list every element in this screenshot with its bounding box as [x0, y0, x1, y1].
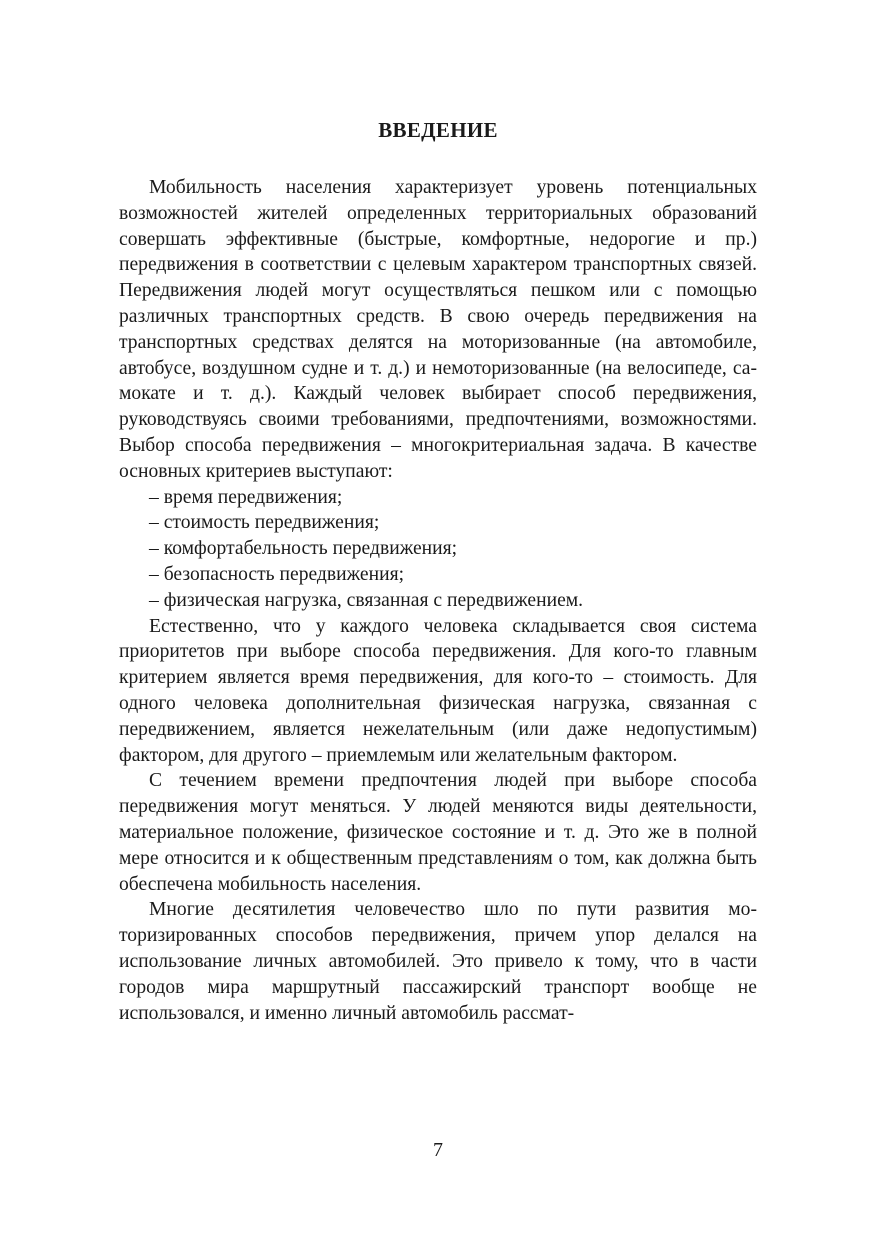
criteria-item-comfort: – комфортабельность передвижения; — [119, 536, 757, 562]
criteria-item-physical-load: – физическая нагрузка, связанная с передвижением. — [119, 588, 757, 614]
criteria-item-safety: – безопасность передвижения; — [119, 562, 757, 588]
paragraph-motorization-history: Многие десятилетия человечество шло по пути развития моторизированных способов передвижения, причем упор делался на использование личных автомобилей. Это привело к тому, что в части городов мира маршрутный пассажирский транспорт вообще не использовался, и именно личный автомобиль рассмат- — [119, 899, 757, 1024]
paragraph-priorities: Естественно, что у каждого человека складывается своя система приоритетов при выборе способа передвижения. Для кого-то главным критерием является время передвижения, для кого-то – стоимость. Для одного человека дополнительная физическая нагрузка, связанная с передвижением, является нежелательным (или даже недопустимым) фактором, для другого – приемлемым или желательным фактором. — [119, 615, 757, 766]
body-text — [119, 175, 757, 1026]
criteria-item-time: – время передвижения; — [119, 485, 757, 511]
criteria-item-cost: – стоимость передвижения; — [119, 510, 757, 536]
criteria-list — [119, 485, 757, 614]
page-number: 7 — [433, 1139, 443, 1161]
paragraph-mobility-definition: Мобильность населения характеризует уровень потенциальных возможностей жителей определенных территориальных образований совершать эффективные (быстрые, комфортные, недорогие и пр.) передвижения в соответствии с целевым характером транспортных связей. Передвижения людей могут осуществляться пешком или с помощью различных транспортных средств. В свою очередь передвижения на транспортных средствах делятся на моторизованные (на автомобиле, автобусе, воздушном судне и т. д.) и немоторизованные (на велосипеде, самокате и т. д.). Каждый человек выбирает способ передвижения, руководствуясь своими требованиями, предпочтениями, возможностями. Выбор способа передвижения – многокритериальная задача. В качестве основных критериев выступают: — [119, 177, 757, 482]
paragraph-changing-preferences: С течением времени предпочтения людей при выборе способа передвижения могут меняться. У людей меняются виды деятельности, материальное положение, физическое состояние и т. д. Это же в полной мере относится и к общественным представлениям о том, как должна быть обеспечена мобильность населения. — [119, 770, 757, 895]
page-title: ВВЕДЕНИЕ — [378, 118, 498, 142]
